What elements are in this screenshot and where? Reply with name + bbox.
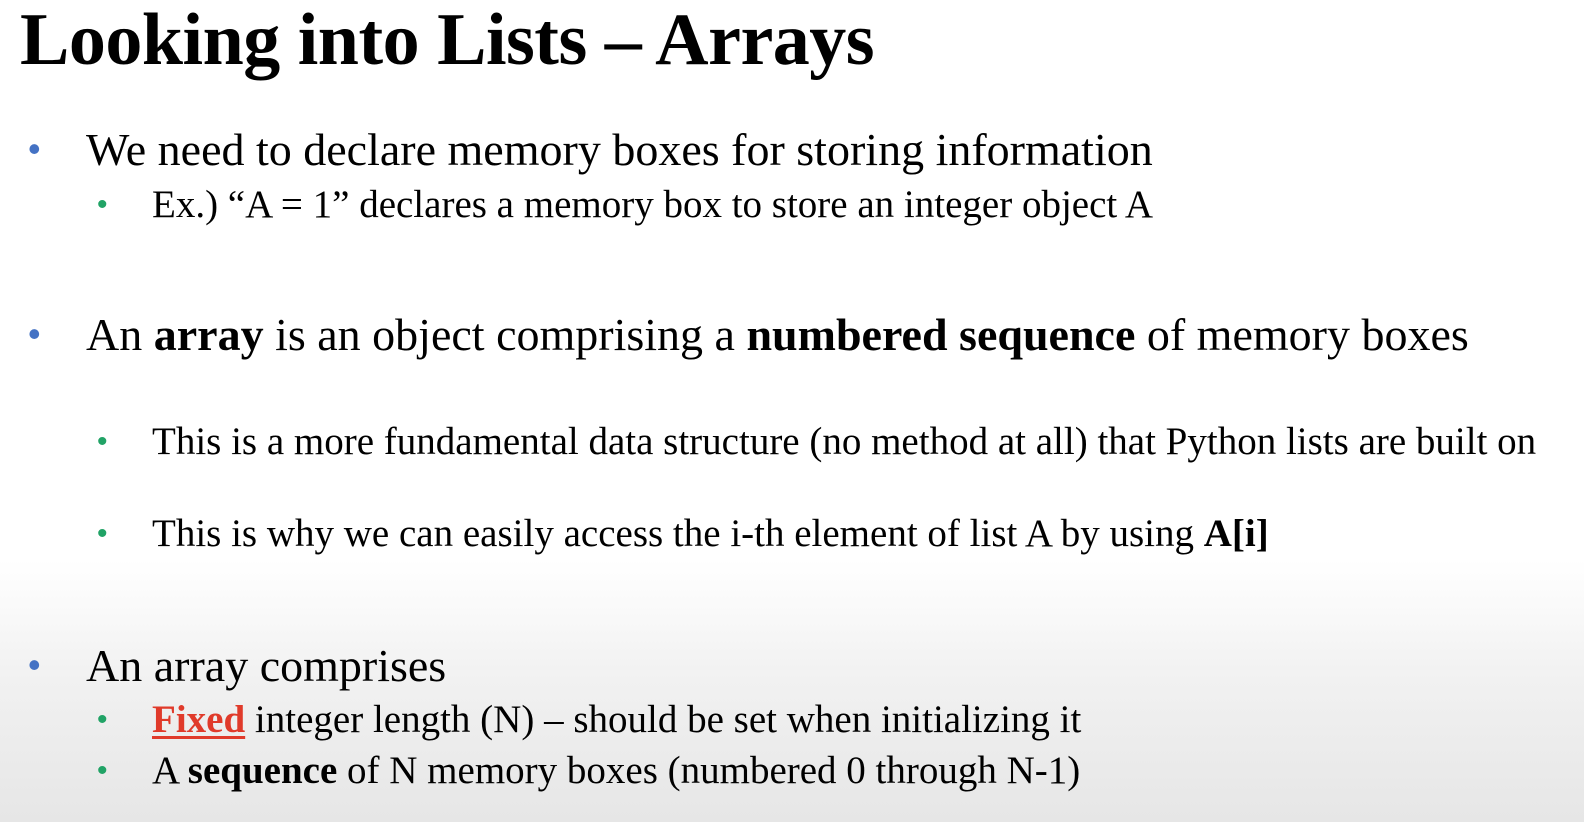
point2-text-b: is an object comprising a: [263, 309, 747, 360]
sub-bullet-3-1: [152, 699, 1572, 741]
level1-bullet: •: [28, 644, 41, 685]
keyword-fixed: Fixed: [152, 698, 246, 741]
point2-text-c: of memory boxes: [1135, 309, 1469, 360]
sub-bullet-3-2-text-b: of N memory boxes (numbered 0 through N-1): [337, 749, 1081, 792]
keyword-array: array: [153, 309, 264, 360]
bullet-point-2: [86, 310, 1556, 359]
slide-title: Looking into Lists – Arrays: [20, 0, 875, 81]
keyword-sequence: sequence: [187, 749, 338, 792]
sub-bullet-2-1: This is a more fundamental data structure (no method at all) that Python lists are built on: [152, 420, 1537, 463]
level1-bullet: •: [28, 313, 41, 354]
level2-bullet: •: [97, 517, 108, 550]
point2-text-a: An: [86, 309, 154, 360]
bullet-point-1: We need to declare memory boxes for storing information: [86, 124, 1153, 175]
sub-bullet-2-2: [152, 513, 1572, 555]
level2-bullet: •: [97, 703, 108, 736]
sub-bullet-1-1: Ex.) “A = 1” declares a memory box to store an integer object A: [152, 183, 1153, 226]
level1-bullet: •: [28, 128, 41, 169]
keyword-a-index: A[i]: [1203, 512, 1269, 555]
level2-bullet: •: [97, 188, 108, 221]
sub-bullet-3-2-text-a: A: [152, 749, 188, 792]
sub-bullet-2-2-text: This is why we can easily access the i-th element of list A by using: [152, 512, 1204, 555]
keyword-numbered-sequence: numbered sequence: [746, 309, 1136, 360]
sub-bullet-3-2: [152, 750, 1572, 792]
level2-bullet: •: [97, 754, 108, 787]
bullet-point-3: An array comprises: [86, 640, 447, 691]
level2-bullet: •: [97, 425, 108, 458]
sub-bullet-3-1-text: integer length (N) – should be set when initializing it: [245, 698, 1082, 741]
